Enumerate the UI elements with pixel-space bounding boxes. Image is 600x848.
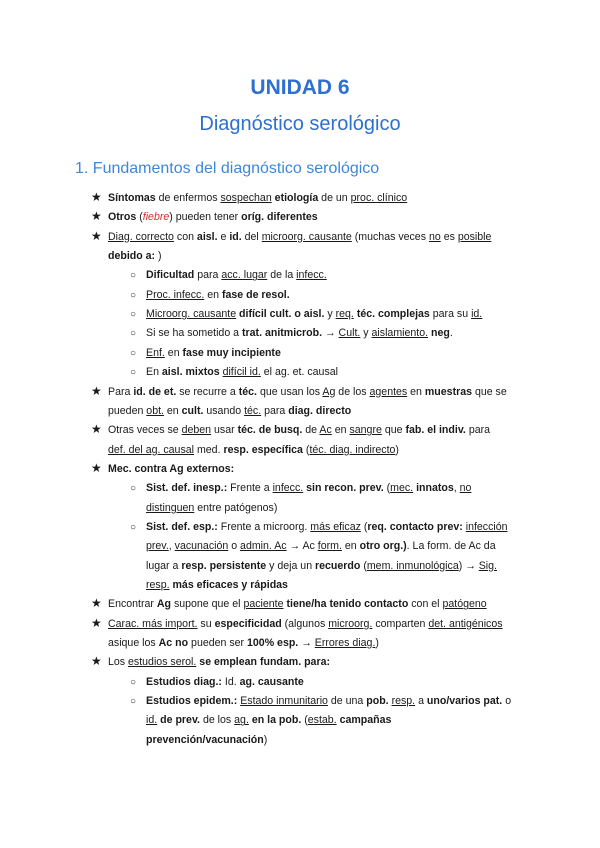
text-run: téc.: [244, 404, 262, 417]
star-bullet-icon: ★: [91, 209, 102, 224]
text-run: deben: [181, 424, 212, 437]
text-run: Proc. infecc.: [146, 288, 205, 301]
text-run: Ag: [322, 385, 336, 398]
text-run: Frente a microorg.: [217, 520, 311, 533]
star-bullet-icon: ★: [91, 383, 102, 398]
text-run: más eficaces y rápidas: [172, 579, 288, 591]
text-run: que se: [472, 385, 507, 398]
text-run: prev.: [146, 540, 169, 553]
text-run: vacunación: [174, 540, 229, 553]
text-run: id.: [146, 714, 158, 727]
text-run: de los: [335, 385, 370, 398]
text-run: para: [194, 269, 222, 282]
text-run: pueden ser: [188, 637, 248, 650]
bullet-line: [108, 637, 379, 650]
text-run: muestras: [424, 385, 472, 398]
text-run: ,: [168, 540, 175, 553]
text-run: resp.: [146, 579, 170, 591]
circle-bullet-icon: ○: [130, 367, 137, 379]
bullet-line: [108, 192, 407, 205]
text-run: microorg.: [328, 617, 373, 630]
text-run: (muchas veces: [351, 230, 429, 243]
text-run: aisl.: [196, 230, 218, 243]
text-run: y: [360, 327, 372, 340]
text-run: con el: [408, 598, 443, 611]
sub-bullet-line: [146, 327, 453, 340]
text-run: obt.: [146, 404, 164, 417]
text-run: →: [322, 327, 339, 340]
bullet-line: [108, 250, 162, 263]
text-run: sospechan: [220, 192, 272, 204]
text-run: mem. inmunológica: [366, 559, 459, 572]
star-bullet-icon: ★: [91, 654, 102, 669]
text-run: de prev.: [160, 714, 200, 727]
text-run: ) →: [458, 559, 479, 572]
sub-bullet-line: [146, 269, 327, 282]
text-run: es: [440, 230, 458, 243]
text-run: Enf.: [146, 346, 165, 359]
text-run: ): [395, 443, 399, 456]
text-run: microorg. causante: [261, 230, 352, 243]
text-run: que: [381, 424, 406, 437]
text-run: otro org.): [359, 540, 407, 553]
text-run: Ac: [158, 637, 173, 650]
star-bullet-icon: ★: [91, 615, 102, 630]
text-run: Microorg. causante: [146, 308, 237, 321]
sub-bullet-line: [146, 714, 391, 727]
text-run: se emplean fundam. para:: [199, 656, 330, 669]
text-run: uno/varios pat.: [426, 695, 503, 708]
text-run: fase muy incipiente: [182, 346, 281, 359]
star-bullet-icon: ★: [91, 460, 102, 475]
sub-bullet-line: [146, 521, 508, 534]
text-run: etiología: [274, 192, 319, 204]
star-bullet-icon: ★: [91, 422, 102, 437]
bullet-line: [108, 405, 351, 418]
text-run: . La form. de Ac da: [406, 540, 496, 553]
text-run: distinguen: [146, 501, 195, 514]
sub-bullet-line: [146, 308, 482, 321]
circle-bullet-icon: ○: [130, 696, 137, 708]
text-run: Encontrar: [108, 598, 157, 611]
text-run: admin. Ac: [240, 540, 287, 553]
text-run: téc. complejas: [356, 308, 430, 321]
text-run: Otras veces se: [108, 424, 182, 437]
text-run: de una: [327, 695, 367, 708]
text-run: def. del ag. causal: [108, 443, 194, 456]
text-run: recuerdo: [315, 559, 361, 572]
text-run: ) pueden tener: [169, 211, 242, 224]
text-run: téc. diag. indirecto: [309, 443, 396, 456]
text-run: téc. de busq.: [237, 424, 303, 437]
text-run: req.: [335, 308, 354, 321]
text-run: del: [241, 230, 262, 243]
text-run: en: [204, 288, 222, 301]
star-bullet-icon: ★: [91, 190, 102, 204]
sub-bullet-line: [146, 502, 277, 515]
text-run: proc. clínico: [350, 192, 408, 204]
bullet-line: [108, 463, 234, 476]
text-run: En: [146, 366, 162, 379]
bullet-line: [108, 424, 490, 437]
text-run: fab. el indiv.: [405, 424, 466, 437]
text-run: de: [302, 424, 320, 437]
text-run: med.: [194, 443, 224, 456]
text-run: posible: [457, 230, 492, 243]
text-run: paciente: [243, 598, 284, 611]
text-run: ,: [453, 482, 460, 495]
text-run: Errores diag.: [314, 637, 376, 650]
text-run: acc. lugar: [221, 269, 268, 282]
text-run: id. de et.: [133, 385, 177, 398]
text-run: Los: [108, 656, 129, 669]
text-run: Si se ha sometido a: [146, 327, 242, 340]
text-run: Frente a: [227, 482, 273, 495]
text-run: innatos: [416, 482, 454, 495]
text-run: Otros: [108, 211, 137, 224]
text-run: det. antigénicos: [428, 617, 503, 630]
text-run: (: [301, 714, 308, 727]
text-run: ): [375, 637, 379, 650]
text-run: difícil id.: [222, 366, 261, 379]
text-run: Id.: [221, 675, 240, 688]
text-run: que usan los: [257, 385, 323, 398]
text-run: de los: [200, 714, 235, 727]
text-run: su: [197, 617, 215, 630]
text-run: resp. persistente: [181, 559, 267, 572]
bullet-line: [108, 386, 507, 399]
text-run: Sist. def. inesp.:: [146, 482, 228, 495]
text-run: agentes: [369, 385, 408, 398]
circle-bullet-icon: ○: [130, 676, 137, 688]
text-run: Estado inmunitario: [240, 695, 328, 708]
star-bullet-icon: ★: [91, 228, 102, 243]
sub-bullet-line: [146, 734, 267, 747]
bullet-line: [108, 598, 487, 611]
circle-bullet-icon: ○: [130, 347, 137, 359]
text-run: infección: [465, 520, 508, 533]
text-run: en: [341, 540, 360, 553]
star-bullet-icon: ★: [91, 596, 102, 611]
text-run: téc.: [238, 385, 257, 398]
text-run: el ag. et. causal: [260, 366, 338, 379]
text-run: prevención/vacunación: [146, 733, 264, 746]
circle-bullet-icon: ○: [130, 483, 137, 495]
text-run: para: [261, 404, 289, 417]
text-run: difícil cult. o aisl.: [239, 308, 325, 321]
text-run: para su: [429, 308, 472, 321]
text-run: Ag: [156, 598, 171, 611]
text-run: debido a:: [108, 250, 159, 263]
text-run: o: [502, 695, 512, 708]
text-run: fiebre: [142, 211, 170, 224]
text-run: Sig.: [478, 559, 497, 572]
text-run: asique los: [108, 637, 159, 650]
text-run: ag. causante: [239, 675, 304, 688]
text-run: .: [449, 327, 453, 340]
text-run: 100% esp.: [247, 637, 299, 650]
text-run: entre patógenos): [194, 501, 278, 514]
text-run: Diag. correcto: [108, 230, 174, 243]
sub-bullet-line: [146, 695, 511, 708]
text-run: → Ac: [286, 540, 318, 553]
text-run: ): [263, 733, 268, 746]
text-run: Ac: [319, 424, 332, 437]
text-run: se recurre a: [176, 385, 239, 398]
bullet-line: [108, 618, 503, 631]
text-run: especificidad: [214, 617, 282, 630]
text-run: patógeno: [442, 598, 487, 611]
text-run: mec.: [390, 482, 414, 495]
text-run: Carac. más import.: [108, 617, 198, 630]
text-run: usando: [203, 404, 245, 417]
unit-subtitle: Diagnóstico serológico: [199, 113, 401, 135]
text-run: más eficaz: [310, 520, 361, 533]
text-run: →: [298, 637, 315, 650]
text-run: ag.: [234, 714, 249, 727]
text-run: (algunos: [281, 617, 329, 630]
sub-bullet-line: [146, 579, 288, 592]
circle-bullet-icon: ○: [130, 270, 137, 282]
circle-bullet-icon: ○: [130, 521, 137, 533]
text-run: cult.: [181, 404, 204, 417]
bullet-line: [108, 231, 491, 244]
text-run: de enfermos: [155, 192, 221, 204]
text-run: estab.: [307, 714, 337, 727]
text-run: supone que el: [171, 598, 244, 611]
text-run: diag. directo: [288, 404, 352, 417]
sub-bullet-line: [146, 366, 338, 379]
text-run: (: [360, 520, 368, 533]
text-run: en: [164, 346, 183, 359]
text-run: oríg. diferentes: [241, 211, 318, 224]
text-run: con: [173, 230, 197, 243]
text-run: infecc.: [296, 269, 327, 282]
text-run: Sist. def. esp.:: [146, 520, 218, 533]
text-run: no: [175, 637, 189, 650]
unit-title: UNIDAD 6: [250, 76, 350, 99]
text-run: (: [360, 559, 367, 572]
text-run: sin recon. prev.: [306, 482, 384, 495]
text-run: usar: [211, 424, 238, 437]
text-run: Estudios diag.:: [146, 675, 222, 688]
text-run: ): [158, 250, 162, 263]
text-run: en: [407, 385, 425, 398]
text-run: no: [459, 482, 472, 495]
text-run: form.: [317, 540, 342, 553]
text-run: trat. anitmicrob.: [242, 327, 323, 340]
sub-bullet-line: [146, 289, 290, 302]
text-run: Para: [108, 385, 134, 398]
text-run: id.: [471, 308, 483, 321]
text-run: y: [324, 308, 336, 321]
text-run: Dificultad: [146, 269, 195, 282]
sub-bullet-line: [146, 560, 497, 573]
text-run: comparten: [372, 617, 429, 630]
text-run: pob.: [366, 695, 389, 708]
sub-bullet-line: [146, 676, 304, 689]
circle-bullet-icon: ○: [130, 309, 137, 321]
bullet-line: [108, 656, 330, 669]
text-run: lugar a: [146, 559, 182, 572]
text-run: de la: [267, 269, 297, 282]
text-run: Síntomas: [108, 192, 156, 204]
text-run: sangre: [349, 424, 382, 437]
text-run: a: [415, 695, 427, 708]
sub-bullet-line: [146, 482, 471, 495]
text-run: Mec. contra Ag externos:: [108, 462, 235, 475]
text-run: en: [163, 404, 182, 417]
text-run: id.: [229, 230, 242, 243]
text-run: resp.: [391, 695, 416, 708]
text-run: y deja un: [266, 559, 316, 572]
text-run: resp. específica: [223, 443, 303, 456]
text-run: pueden: [108, 404, 147, 417]
text-run: req. contacto prev:: [367, 520, 463, 533]
text-run: o: [228, 540, 241, 553]
text-run: (: [136, 211, 143, 224]
text-run: no: [428, 230, 441, 243]
text-run: en la pob.: [251, 714, 302, 727]
sub-bullet-line: [146, 540, 496, 553]
text-run: estudios serol.: [128, 656, 197, 669]
text-run: aisl. mixtos: [161, 366, 220, 379]
text-run: fase de resol.: [221, 288, 290, 301]
bullet-line: [108, 211, 318, 224]
text-run: e: [217, 230, 230, 243]
text-run: neg: [431, 327, 450, 340]
text-run: para: [465, 424, 491, 437]
text-run: en: [331, 424, 350, 437]
text-run: Cult.: [338, 327, 361, 340]
text-run: (: [302, 443, 310, 456]
text-run: de un: [318, 192, 351, 204]
circle-bullet-icon: ○: [130, 328, 137, 340]
text-run: Estudios epidem.:: [146, 695, 238, 708]
text-run: campañas: [339, 714, 392, 727]
circle-bullet-icon: ○: [130, 289, 137, 301]
section-heading: 1. Fundamentos del diagnóstico serológico: [75, 160, 380, 177]
text-run: tiene/ha tenido contacto: [286, 598, 409, 611]
sub-bullet-line: [146, 347, 281, 360]
text-run: aislamiento.: [371, 327, 429, 340]
text-run: (: [383, 482, 391, 495]
text-run: infecc.: [272, 482, 304, 495]
bullet-line: [108, 444, 399, 457]
